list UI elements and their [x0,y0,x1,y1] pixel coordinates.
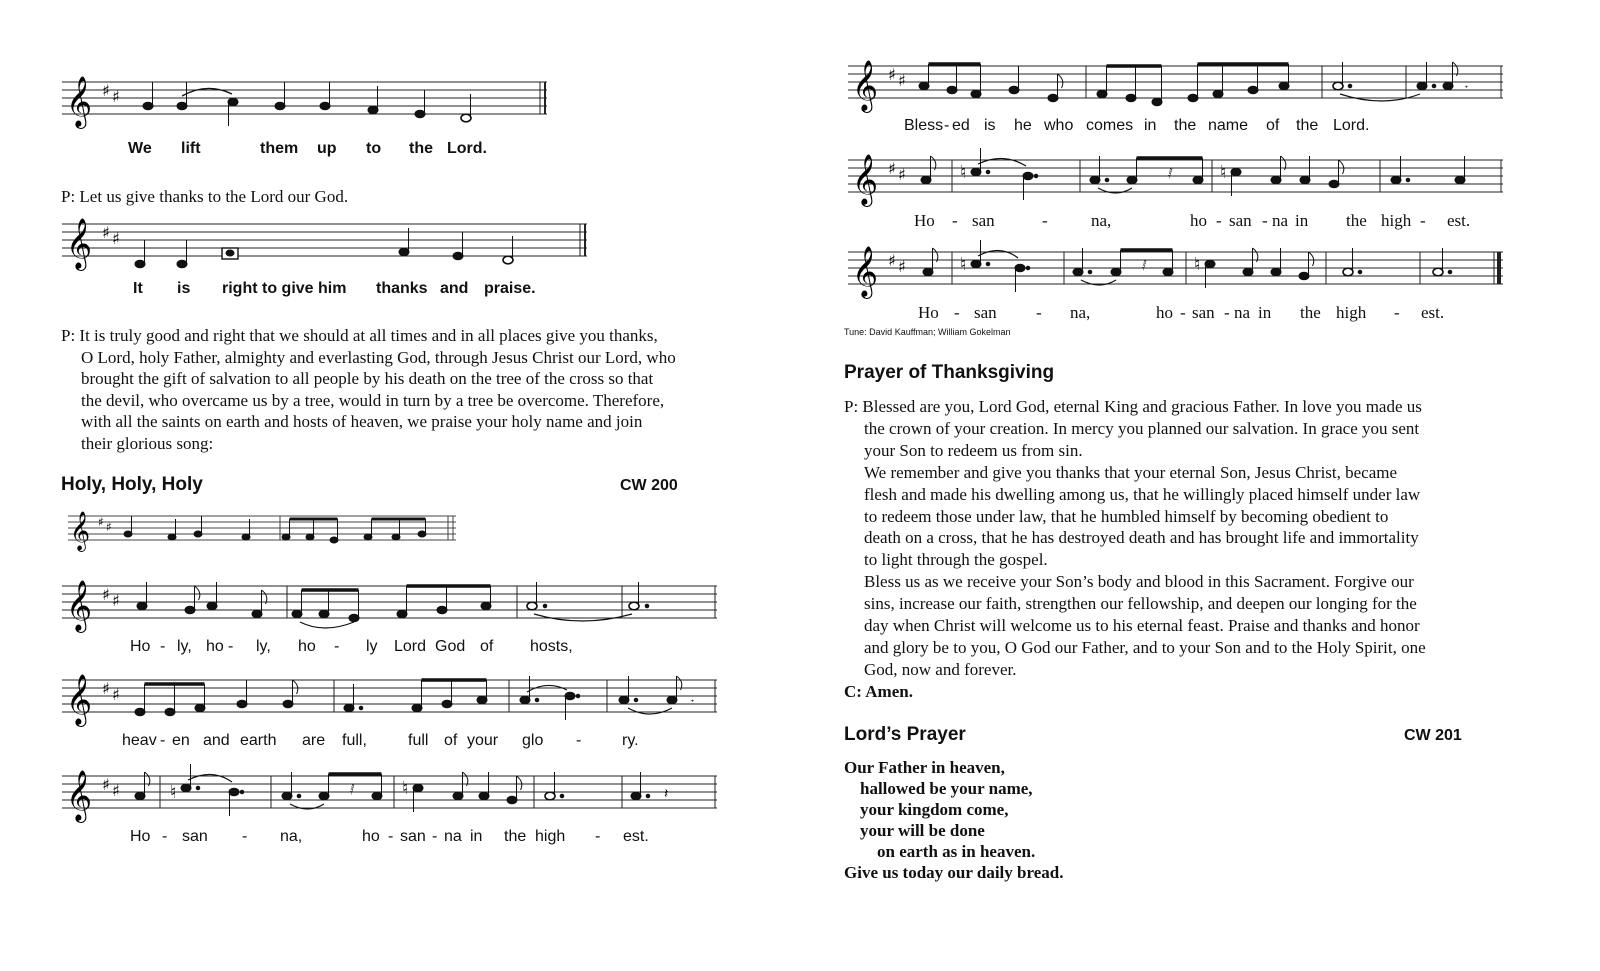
preface-line: with all the saints on earth and hosts of heaven, we praise your holy name and join [81,412,643,431]
thanksgiving-line: your Son to redeem us from sin. [864,440,1083,460]
preface-paragraph [61,325,761,454]
svg-text:♯: ♯ [106,520,112,534]
syllable: ho [206,638,224,655]
syllable: glo [522,732,544,749]
syllable: san [974,303,997,322]
svg-text:𝄞: 𝄞 [66,674,93,725]
syllable: in [1144,117,1157,134]
syllable: comes [1086,117,1134,134]
lords-prayer-title: Lord’s Prayer [844,724,966,745]
syllable: est. [1421,303,1445,322]
syllable: high [1381,211,1412,230]
syllable: Ho [914,211,935,230]
thanksgiving-line: to light through the gospel. [864,550,1048,570]
svg-text:𝄞: 𝄞 [70,511,91,551]
syllable: est. [1447,211,1471,230]
lords-prayer-line: on earth as in heaven. [877,842,1036,861]
thanksgiving-line: God, now and forever. [864,659,1017,679]
thanksgiving-line: sins, increase our faith, strengthen our fellowship, and deepen our longing for the [864,594,1417,614]
lyric-word: right to give him [222,280,347,297]
syllable: he [1014,117,1032,134]
thanksgiving-line: the crown of your creation. In mercy you planned our salvation. In grace you sent [864,418,1420,438]
syllable: - [334,638,340,655]
syllable: the [1346,211,1367,230]
thanksgiving-line: day when Christ will welcome us to his eternal feast. Praise and thanks and honor [864,616,1420,636]
syllable: high [1336,303,1367,322]
svg-text:♯: ♯ [112,229,120,248]
svg-text:♯: ♯ [888,251,896,270]
svg-text:𝄞: 𝄞 [66,580,93,631]
syllable: Ho [130,828,151,845]
lyric-word: to [366,140,382,157]
prayer-of-thanksgiving-title: Prayer of Thanksgiving [844,362,1055,383]
svg-text:♮: ♮ [1194,254,1201,275]
syllable: - [1224,303,1230,322]
svg-text:𝅄: 𝅄 [1464,76,1469,92]
syllable: in [470,828,483,845]
syllable: - [595,828,601,845]
svg-text:♮: ♮ [960,254,967,275]
syllable: Lord. [1333,117,1370,134]
svg-text:𝅁: 𝅁 [1142,258,1147,271]
lyric-word: It [133,280,143,297]
lords-prayer-line: Give us today our daily bread. [844,863,1064,882]
syllable: - [242,828,248,845]
holy-holy-holy-title: Holy, Holy, Holy [61,474,203,495]
syllable: ry. [622,732,639,749]
syllable: and [203,732,230,749]
syllable: ly, [177,638,192,655]
thanksgiving-line: and glory be to you, O God our Father, and to your Son and to the Holy Spirit, one [864,637,1426,657]
svg-text:♯: ♯ [102,679,110,698]
syllable: the [1300,303,1321,322]
svg-text:♯: ♯ [102,81,110,100]
svg-text:♮: ♮ [170,782,177,803]
syllable: in [1258,303,1272,322]
syllable: na [444,828,462,845]
syllable: are [302,732,326,749]
syllable: Ho [918,303,939,322]
svg-text:♯: ♯ [112,87,120,106]
syllable: full, [342,732,367,749]
lyric-word: the [409,140,433,157]
music-staff-response-1 [62,70,552,130]
syllable: Ho [130,638,151,655]
svg-text:♯: ♯ [898,71,906,90]
music-staff-intro [68,506,468,554]
svg-text:𝄞: 𝄞 [852,154,879,205]
lords-prayer-line: your kingdom come, [860,800,1009,819]
syllable: - [576,732,582,749]
syllable: hosts, [530,638,573,655]
syllable: na [1272,211,1289,230]
syllable: ly, [256,638,271,655]
svg-text:𝄞: 𝄞 [66,218,93,269]
right-page [800,0,1600,971]
music-staff-hosanna-1 [848,148,1508,208]
syllable: the [504,828,527,845]
holy-hymn-number: CW 200 [620,477,678,494]
syllable: na, [1091,211,1112,230]
preface-line: brought the gift of salvation to all people by his death on the tree of the cross so that [81,369,654,388]
syllable: ho [1156,303,1173,322]
svg-text:♯: ♯ [888,65,896,84]
svg-text:♯: ♯ [102,585,110,604]
syllable: - [944,117,950,134]
thanksgiving-line: Bless us as we receive your Son’s body and blood in this Sacrament. Forgive our [864,572,1414,592]
thanksgiving-line: death on a cross, that he has destroyed death and has brought life and immortality [864,528,1419,548]
syllable: - [1394,303,1400,322]
svg-text:𝄞: 𝄞 [852,60,879,111]
syllable: na, [280,828,303,845]
syllable: ho [362,828,380,845]
music-staff-holy-3 [62,764,722,824]
lords-prayer-line: your will be done [860,821,985,840]
svg-text:𝄞: 𝄞 [852,246,879,297]
syllable: full [408,732,429,749]
svg-text:𝄽: 𝄽 [664,786,669,802]
syllable: the [1296,117,1319,134]
svg-text:♯: ♯ [102,775,110,794]
lyric-word: thanks [376,280,428,297]
lyric-word: Lord. [447,140,487,157]
syllable: God [435,638,466,655]
syllable: - [952,211,958,230]
preface-line: O Lord, holy Father, almighty and everlasting God, through Jesus Christ our Lord, who [81,347,676,367]
svg-text:♯: ♯ [112,781,120,800]
syllable: your [467,732,499,749]
syllable: est. [623,828,649,845]
lyric-word: is [177,280,191,297]
syllable: - [160,732,166,749]
syllable: name [1208,117,1249,134]
syllable: of [480,638,494,655]
svg-text:♮: ♮ [402,778,409,799]
syllable: heav [122,732,157,749]
syllable: ho [1190,211,1207,230]
lyric-word: and [440,280,469,297]
lyric-word: them [260,140,299,157]
svg-text:♯: ♯ [102,223,110,242]
svg-text:♯: ♯ [112,685,120,704]
syllable: san [972,211,995,230]
syllable: - [388,828,394,845]
lords-prayer-text [844,757,1063,883]
syllable: - [1180,303,1186,322]
preface-line: their glorious song: [81,433,214,453]
music-staff-holy-1 [62,574,722,634]
syllable: - [160,638,166,655]
svg-text:𝄞: 𝄞 [66,76,93,127]
syllable: - [1216,211,1222,230]
music-staff-hosanna-2 [848,240,1508,300]
syllable: na [1234,303,1251,322]
syllable: Bless [904,117,944,134]
music-staff-holy-2 [62,668,722,728]
lyric-word: We [128,140,152,157]
congregation-amen: C: Amen. [844,681,913,701]
syllable: - [1036,303,1042,322]
lords-prayer-hymn-number: CW 201 [1404,727,1462,744]
thanksgiving-line: P: Blessed are you, Lord God, eternal King and gracious Father. In love you made us [844,397,1422,416]
syllable: - [162,828,168,845]
syllable: - [1420,211,1426,230]
syllable: of [1266,117,1280,134]
syllable: in [1295,211,1309,230]
syllable: - [954,303,960,322]
svg-text:𝅄: 𝅄 [690,690,695,706]
thanksgiving-paragraph [844,396,1564,703]
thanksgiving-line: to redeem those under law, that he humbled himself by becoming obedient to [864,506,1389,526]
syllable: earth [240,732,277,749]
pastor-thanks-line: P: Let us give thanks to the Lord our God. [61,187,349,206]
preface-line: the devil, who overcame us by a tree, would in turn by a tree be overcome. Therefore, [81,390,665,410]
thanksgiving-line: flesh and made his dwelling among us, that he willingly placed himself under law [864,484,1421,504]
syllable: san [182,828,208,845]
syllable: - [1262,211,1268,230]
syllable: - [1042,211,1048,230]
svg-text:♯: ♯ [98,515,104,529]
syllable: high [535,828,566,845]
music-staff-response-2 [62,212,592,272]
syllable: san [1192,303,1215,322]
syllable: - [432,828,438,845]
svg-text:♯: ♯ [898,257,906,276]
syllable: na, [1070,303,1091,322]
thanksgiving-line: We remember and give you thanks that your eternal Son, Jesus Christ, became [864,462,1398,482]
svg-text:♮: ♮ [1220,162,1227,183]
syllable: - [228,638,234,655]
syllable: the [1174,117,1197,134]
syllable: who [1044,117,1074,134]
syllable: of [444,732,458,749]
svg-text:♯: ♯ [898,165,906,184]
lyric-word: up [317,140,337,157]
svg-text:♮: ♮ [960,162,967,183]
syllable: ly [366,638,378,655]
lyric-word: lift [181,140,201,157]
svg-text:♯: ♯ [112,591,120,610]
preface-line: P: It is truly good and right that we should at all times and in all places give you thanks, [61,326,658,345]
syllable: ed [952,117,970,134]
syllable: san [1229,211,1252,230]
lyric-word: praise. [484,280,536,297]
syllable: en [172,732,190,749]
lords-prayer-line: hallowed be your name, [860,779,1033,798]
svg-text:♯: ♯ [888,159,896,178]
syllable: san [400,828,426,845]
lords-prayer-line: Our Father in heaven, [844,758,1005,777]
syllable: ho [298,638,316,655]
svg-text:𝄞: 𝄞 [66,770,93,821]
tune-credit: Tune: David Kauffman; William Gokelman [844,327,1011,337]
svg-text:𝅁: 𝅁 [1168,166,1173,179]
music-staff-blessed [848,54,1508,114]
syllable: is [984,117,996,134]
syllable: Lord [394,638,427,655]
svg-text:𝅁: 𝅁 [350,782,355,795]
